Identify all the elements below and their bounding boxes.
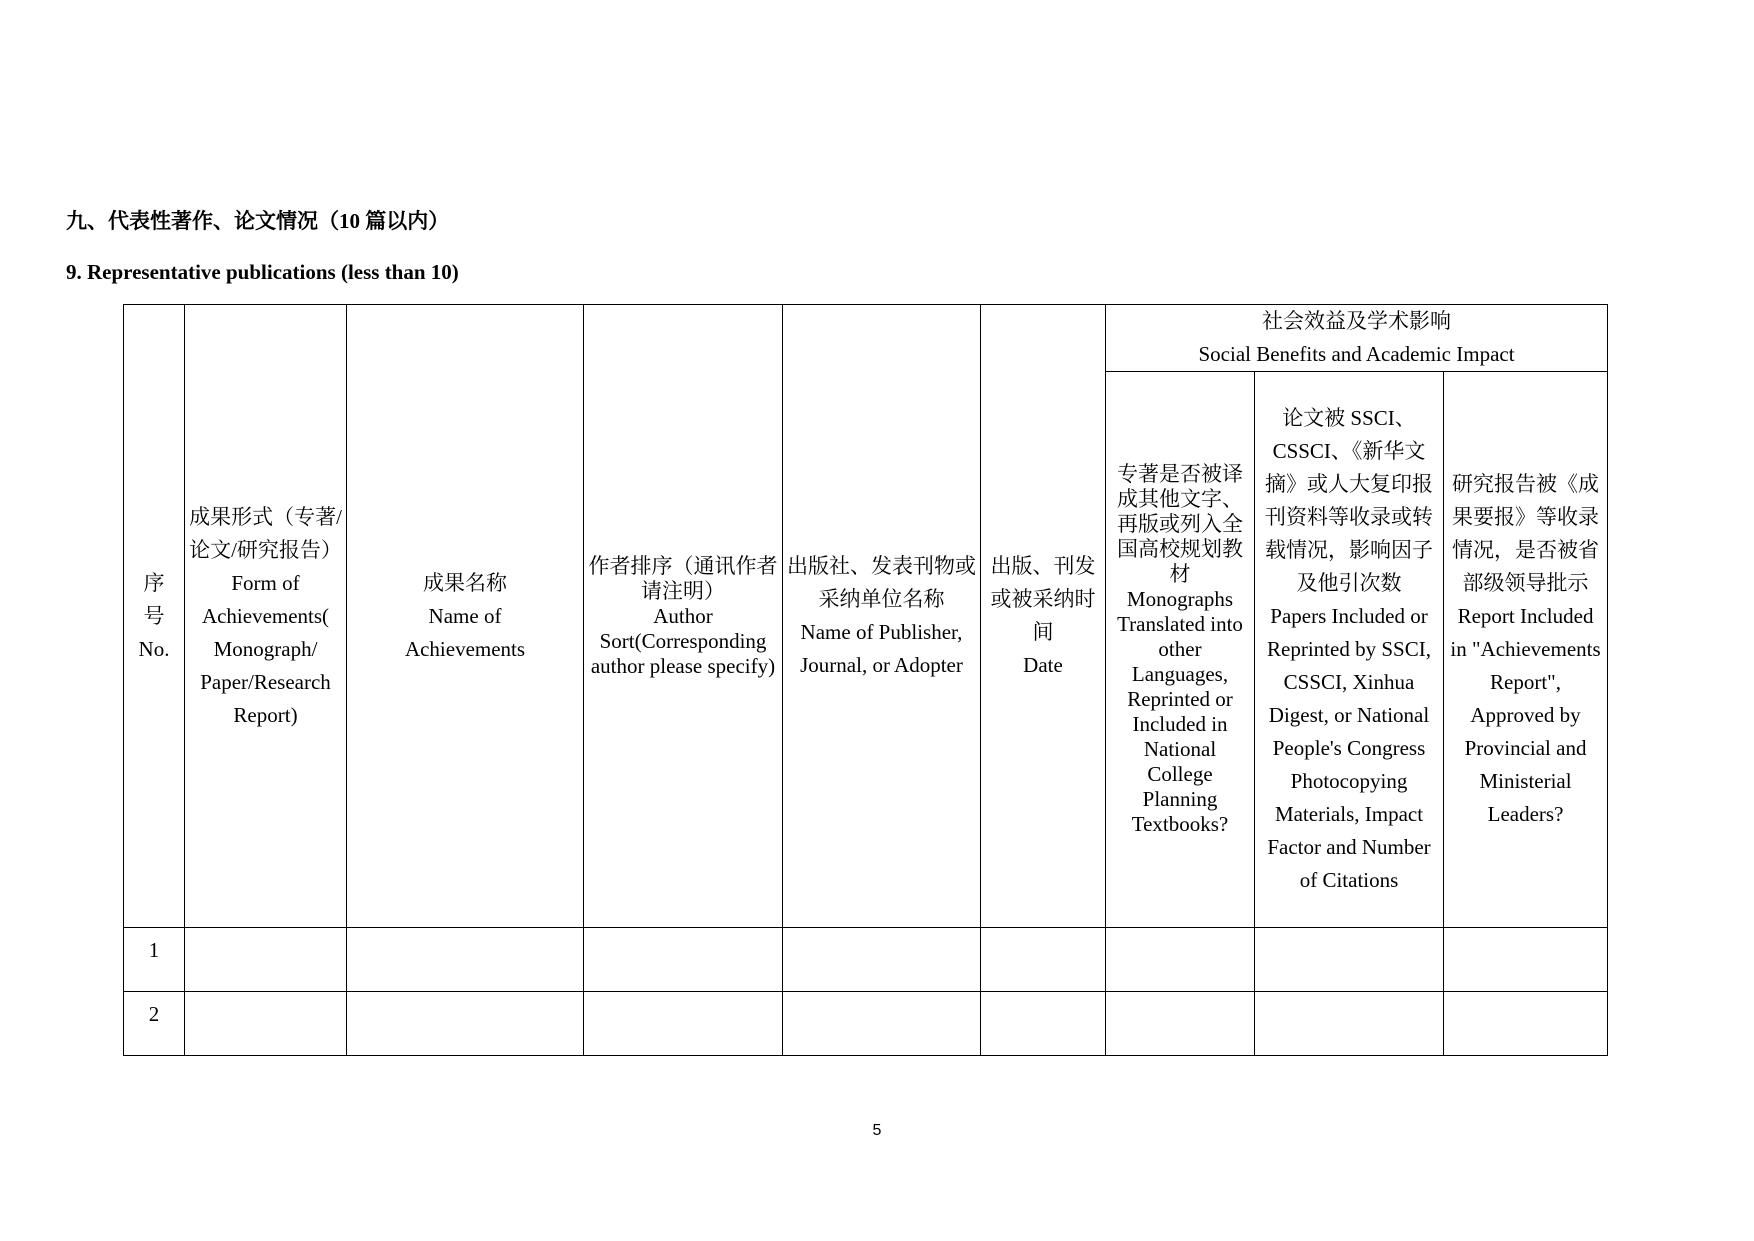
section-title-english: 9. Representative publications (less than 10) bbox=[66, 260, 459, 284]
cell-date[interactable] bbox=[981, 928, 1106, 992]
column-header-name-en: Name of Achievements bbox=[404, 603, 526, 661]
column-header-no-en: No. bbox=[138, 636, 170, 661]
cell-monograph[interactable] bbox=[1106, 992, 1255, 1056]
column-header-publisher-en: Name of Publisher, Journal, or Adopter bbox=[800, 620, 963, 677]
column-header-monograph bbox=[1106, 372, 1255, 928]
column-header-form-en: Form of Achievements( Monograph/ Paper/Research Report) bbox=[200, 570, 331, 727]
publications-table bbox=[123, 304, 1608, 1056]
table-row bbox=[124, 928, 1608, 992]
column-group-impact-en: Social Benefits and Academic Impact bbox=[1198, 342, 1515, 366]
column-header-monograph-cn: 专著是否被译成其他文字、再版或列入全国高校规划教材 bbox=[1117, 462, 1243, 586]
cell-publisher[interactable] bbox=[783, 928, 981, 992]
header-row-top bbox=[124, 305, 1608, 372]
table-row bbox=[124, 992, 1608, 1056]
row-number: 1 bbox=[124, 928, 185, 992]
column-header-monograph-en: Monographs Translated into other Languages, Reprinted or Included in National College Planning Textbooks? bbox=[1117, 587, 1243, 836]
cell-name[interactable] bbox=[347, 992, 584, 1056]
section-title-chinese: 九、代表性著作、论文情况（10 篇以内） bbox=[66, 209, 450, 233]
column-group-impact bbox=[1106, 305, 1608, 372]
column-header-name-cn: 成果名称 bbox=[423, 570, 507, 595]
cell-name[interactable] bbox=[347, 928, 584, 992]
column-header-papers-cn: 论文被 SSCI、CSSCI、《新华文摘》或人大复印报刊资料等收录或转载情况，影响因子及他引次数 bbox=[1265, 406, 1433, 595]
column-header-no bbox=[124, 305, 185, 928]
column-header-date-cn: 出版、刊发或被采纳时间 bbox=[990, 554, 1096, 644]
cell-author[interactable] bbox=[584, 992, 783, 1056]
column-header-name bbox=[347, 305, 584, 928]
column-header-report-en: Report Included in "Achievements Report", Approved by Provincial and Ministerial Leaders? bbox=[1450, 604, 1601, 826]
column-header-author-cn: 作者排序（通讯作者请注明） bbox=[588, 553, 778, 603]
cell-author[interactable] bbox=[584, 928, 783, 992]
cell-papers[interactable] bbox=[1255, 928, 1444, 992]
cell-report[interactable] bbox=[1444, 928, 1608, 992]
column-header-form-cn: 成果形式（专著/论文/研究报告） bbox=[189, 504, 342, 562]
cell-form[interactable] bbox=[185, 992, 347, 1056]
cell-publisher[interactable] bbox=[783, 992, 981, 1056]
column-header-author bbox=[584, 305, 783, 928]
column-header-report-cn: 研究报告被《成果要报》等收录情况，是否被省部级领导批示 bbox=[1452, 472, 1600, 595]
page-number: 5 bbox=[872, 1122, 882, 1139]
column-header-publisher bbox=[783, 305, 981, 928]
column-header-papers-en: Papers Included or Reprinted by SSCI, CSSCI, Xinhua Digest, or National People's Congress Photocopying Materials, Impact Factor and Number of Citations bbox=[1267, 604, 1431, 892]
column-header-date bbox=[981, 305, 1106, 928]
cell-papers[interactable] bbox=[1255, 992, 1444, 1056]
column-header-report bbox=[1444, 372, 1608, 928]
column-header-author-en: Author Sort(Corresponding author please specify) bbox=[590, 603, 776, 678]
column-header-form bbox=[185, 305, 347, 928]
column-header-publisher-cn: 出版社、发表刊物或采纳单位名称 bbox=[787, 554, 976, 611]
cell-date[interactable] bbox=[981, 992, 1106, 1056]
column-group-impact-cn: 社会效益及学术影响 bbox=[1262, 309, 1452, 333]
column-header-no-cn: 序号 bbox=[143, 570, 165, 628]
cell-monograph[interactable] bbox=[1106, 928, 1255, 992]
cell-form[interactable] bbox=[185, 928, 347, 992]
column-header-papers bbox=[1255, 372, 1444, 928]
column-header-date-en: Date bbox=[1023, 653, 1063, 677]
cell-report[interactable] bbox=[1444, 992, 1608, 1056]
row-number: 2 bbox=[124, 992, 185, 1056]
